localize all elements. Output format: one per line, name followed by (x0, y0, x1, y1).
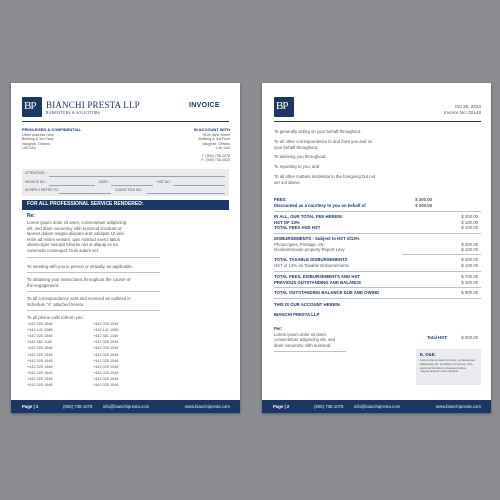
firm-phone: T: (905) 738-1078 (201, 154, 230, 158)
phone-entry-col1-4: +442 581 1180 (27, 340, 53, 345)
disbursement-value-2: $ 100.00 (461, 247, 478, 253)
service-line-instructions-2: the engagement. (27, 282, 60, 288)
phone-entry-col1-5: +442 025 1548 (27, 346, 53, 351)
client-file-label: CLIENT FILE NO : (115, 188, 144, 192)
phone-entry-col2-3: +442 581 1180 (93, 334, 119, 339)
hst-label: HST OF 13% (274, 219, 300, 225)
phone-entry-col2-2: +442 141 1085 (93, 328, 119, 333)
client-address-3: Vaughan, Ontario (22, 141, 50, 146)
phone-entry-col1-11: +442 025 1548 (27, 383, 53, 387)
firm-address-2: Building & 3rd Floor (198, 137, 230, 142)
attention-label: ATTENTION : (25, 171, 46, 175)
phone-entry-col2-5: +442 025 1548 (93, 346, 119, 351)
phone-entry-col1-7: +442 025 1548 (27, 358, 53, 363)
service-line-instructions-1: To obtaining your instructions throughout the course of (27, 277, 131, 282)
service-line-meeting: To meeting with you in person or virtually, as applicable. (27, 264, 133, 269)
total-outstanding-label: TOTAL OUTSTANDING BALANCE DUE AND OWING (274, 290, 380, 295)
firm-address-3: Vaughan, Ontario (202, 141, 230, 146)
previous-balance-label: PREVIOUS OUTSTANDING AND BALANCE (274, 279, 362, 285)
per-line-1: Lorem ipsum dolor sit amet, (274, 331, 328, 337)
disbursement-value-1: $ 200.00 (461, 241, 478, 247)
client-address-2: Building & 3rd Floor (22, 137, 54, 142)
firm-subtitle: BARRISTERS & SOLICITORS (46, 111, 100, 115)
fees-label: FEES: (274, 197, 287, 202)
footer-page-number: Page | 1 (22, 404, 39, 409)
firm-logo: BP (274, 97, 294, 117)
phone-entry-col1-6: +442 025 1548 (27, 352, 53, 357)
service-line-5: To reporting to you; and (274, 164, 320, 169)
invoice-title: INVOICE (189, 102, 220, 109)
lorem-line-3: laoreet dolore magna aliquam erat volutpat. Ut wisi (27, 231, 124, 237)
disbursements-label: DISBURSEMENTS - Subject to HST of13% (274, 236, 360, 241)
phone-entry-col2-7: +442 025 1548 (93, 358, 119, 363)
client-address-1: Client Address Here (22, 133, 54, 137)
phone-entry-col2-9: +442 025 1548 (93, 370, 119, 375)
taxable-disbursements-label: TOTAL TAXABLE DISBURSEMENTS (274, 257, 348, 262)
firm-fax: F: (905) 738-0523 (201, 158, 230, 163)
firm-address-1: 9100 Jane Street (202, 133, 230, 137)
per-line-3: diam nonummy nibh euismod. (274, 342, 332, 348)
date-label: DATE : (99, 180, 110, 184)
total-outstanding-value: $ 900.00 (461, 290, 478, 295)
service-line-7: set out above. (274, 179, 301, 185)
eoe-line-1: Lorem ipsum dolor sit amet, consectetuer (420, 358, 476, 362)
firm-address-4: L4K 0A4 (216, 146, 230, 151)
signature-firm: BIANCHI PRESTA LLP (274, 312, 320, 317)
service-line-6: To all other matters incidental to the foregoing but not (274, 174, 376, 179)
in-reply-label: IN REPLY REFER TO : (25, 188, 60, 192)
phone-entry-col2-4: +442 025 1548 (93, 340, 119, 345)
total-fees-disbursements-value: $ 700.00 (461, 274, 478, 279)
per-line-2: consectetuer adipiscing elit, sed (274, 337, 335, 343)
lorem-line-5: ullamcorper suscipit lobortis nisl ut aliquip ex ea (27, 242, 118, 248)
invoice-no-label: INVOICE NO : (25, 180, 47, 184)
phone-entry-col2-11: +442 025 1548 (93, 383, 119, 387)
service-line-phone-calls: To all phone calls to/from you. (27, 315, 84, 320)
page-2-footer (262, 400, 491, 413)
total-fee-label: IN ALL, OUR TOTAL FEE HEREIN: (274, 214, 344, 219)
phone-entry-col1-8: +442 025 1548 (27, 364, 53, 369)
hst-value: $ 100.00 (461, 219, 478, 225)
page-1-footer (11, 400, 240, 413)
footer-website[interactable]: www.bianchipresta.com (184, 404, 230, 409)
client-address-4: L4K 0A4 (22, 146, 36, 151)
footer-page-number: Page | 2 (273, 404, 290, 409)
footer-phone: (905) 738-1078 (63, 404, 93, 409)
service-line-2: To all other correspondence to and from you and on (274, 139, 373, 144)
footer-phone: (905) 738-1078 (314, 404, 344, 409)
discount-value: $ 200.00 (415, 202, 432, 208)
eoe-line-4: magna aliquam erat volutpat. (420, 369, 459, 374)
service-line-correspondence-1: To all correspondence sent and received as outlined in (27, 296, 131, 301)
invoice-number: Invoice No: 02148 (443, 110, 481, 115)
firm-name: BIANCHI PRESTA LLP (46, 100, 140, 110)
our-account-label: THIS IS OUR ACCOUNT HEREIN (274, 302, 340, 307)
phone-entry-col2-1: +442 025 1548 (93, 322, 119, 326)
phone-entry-col2-10: +442 025 1548 (93, 376, 119, 381)
invoice-date: Oct 28, 2023 (454, 104, 481, 109)
invoice-page-1 (11, 83, 240, 413)
lorem-line-1: Lorem ipsum dolor sit amet, consectetuer adipiscing (27, 220, 127, 225)
service-line-3: your behalf throughout. (274, 144, 319, 150)
eoe-line-2: adipiscing elit, sed diam nonummy nibh (420, 361, 473, 366)
footer-website[interactable]: www.bianchipresta.com (435, 404, 481, 409)
footer-email[interactable]: info@bianchipresta.com (354, 404, 401, 409)
firm-logo: BP (22, 97, 42, 117)
previous-balance-value: $ 200.00 (461, 279, 478, 285)
invoice-page-2 (262, 83, 491, 413)
phone-entry-col2-8: +442 025 1548 (93, 364, 119, 369)
lorem-line-2: elit, sed diam nonummy nibh euismod tincidunt ut (27, 225, 122, 231)
lorem-line-6: commodo consequat. Duis autem vel. (27, 248, 99, 253)
service-line-correspondence-2: Schedule "A" attached hereto. (27, 301, 85, 307)
total-hst-label: Total HST: (427, 335, 448, 340)
phone-entry-col2-6: +442 025 1548 (93, 352, 119, 357)
service-line-4: To advising you throughout. (274, 154, 327, 159)
phone-entry-col1-9: +442 025 1548 (27, 370, 53, 375)
hst-disbursements-label: HST of 13% on Taxable Disbursements (274, 262, 349, 268)
total-fee-value: $ 200.00 (461, 214, 478, 219)
lorem-line-4: enim ad minim veniam, quis nostrud exerci tation (27, 236, 121, 242)
total-hst-value: $ 900.00 (461, 335, 478, 340)
total-fees-disbursements-label: TOTAL FEES, DISBURSEMENTS AND HST (274, 274, 361, 279)
disbursement-item-1: Photocopies, Postage, etc. (274, 241, 326, 247)
service-line-1: To generally acting on your behalf throughout. (274, 129, 362, 134)
disbursement-item-2: Geolearehouse property Report Levy (274, 247, 345, 253)
fees-value: $ 200.00 (415, 197, 432, 202)
discount-label: Discounted as a courtesy to you on behalf of (274, 202, 366, 208)
hst-disbursements-value: $ 100.00 (461, 262, 478, 268)
phone-entry-col1-1: +442 025 1548 (27, 322, 53, 326)
hst-no-label: HST NO : (157, 180, 172, 184)
privileged-label: PRIVILEGED & CONFIDENTIAL (22, 127, 82, 132)
footer-email[interactable]: info@bianchipresta.com (103, 404, 150, 409)
taxable-disbursements-value: $ 200.00 (461, 257, 478, 262)
re-label: Re: (27, 213, 36, 219)
in-account-with: IN ACCOUNT WITH (193, 127, 230, 132)
total-fees-hst-label: TOTAL FEES AND HST (274, 225, 321, 231)
services-banner-text: FOR ALL PROFESSIONAL SERVICE RENDERED: (27, 201, 144, 207)
total-fees-hst-value: $ 100.00 (461, 225, 478, 231)
eoe-label: E. O&E. (420, 352, 436, 357)
eoe-line-3: euismod tincidunt ut laoreet dolore (420, 365, 466, 370)
per-label: Per: (274, 326, 283, 331)
phone-entry-col1-3: +442 025 1548 (27, 334, 53, 339)
phone-entry-col1-10: +442 025 1548 (27, 376, 53, 381)
phone-entry-col1-2: +442 141 1085 (27, 328, 53, 333)
